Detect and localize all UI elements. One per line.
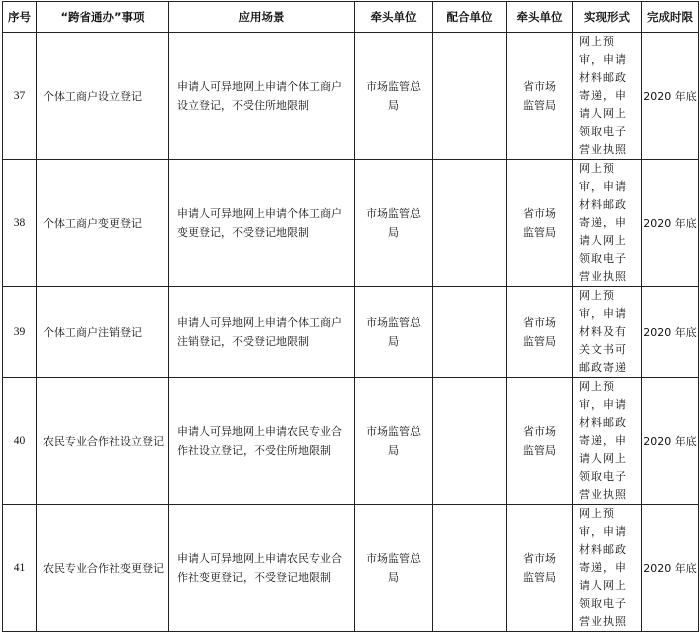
row-item: 个体工商户注销登记 (37, 287, 169, 378)
row-lead-unit-provincial: 省市场监管局 (507, 378, 573, 505)
table-row (3, 160, 699, 287)
row-item: 个体工商户设立登记 (37, 33, 169, 160)
matters-table (2, 1, 699, 632)
header-form: 实现形式 (573, 2, 642, 33)
row-index: 41 (3, 505, 37, 632)
header-coop-unit: 配合单位 (433, 2, 507, 33)
row-lead-unit: 市场监管总局 (355, 33, 433, 160)
table-row (3, 378, 699, 505)
row-form: 网上预审，申请材料邮政寄递，申请人网上领取电子营业执照 (573, 378, 642, 505)
row-form: 网上预审，申请材料及有关文书可邮政寄递 (573, 287, 642, 378)
row-lead-unit: 市场监管总局 (355, 287, 433, 378)
header-row (3, 2, 699, 33)
row-index: 39 (3, 287, 37, 378)
header-deadline: 完成时限 (642, 2, 699, 33)
row-deadline: 2020 年底 (642, 160, 699, 287)
header-index: 序号 (3, 2, 37, 33)
row-coop-unit (433, 33, 507, 160)
row-lead-unit: 市场监管总局 (355, 160, 433, 287)
row-form: 网上预审，申请材料邮政寄递，申请人网上领取电子营业执照 (573, 160, 642, 287)
table-row (3, 287, 699, 378)
row-coop-unit (433, 287, 507, 378)
row-lead-unit-provincial: 省市场监管局 (507, 505, 573, 632)
header-lead-unit-provincial: 牵头单位 (507, 2, 573, 33)
row-scenario: 申请人可异地网上申请个体工商户注销登记，不受登记地限制 (169, 287, 355, 378)
row-form: 网上预审，申请材料邮政寄递，申请人网上领取电子营业执照 (573, 505, 642, 632)
row-item: 个体工商户变更登记 (37, 160, 169, 287)
row-item: 农民专业合作社设立登记 (37, 378, 169, 505)
row-index: 40 (3, 378, 37, 505)
row-index: 38 (3, 160, 37, 287)
row-coop-unit (433, 160, 507, 287)
row-lead-unit: 市场监管总局 (355, 505, 433, 632)
row-deadline: 2020 年底 (642, 505, 699, 632)
row-item: 农民专业合作社变更登记 (37, 505, 169, 632)
row-scenario: 申请人可异地网上申请个体工商户变更登记，不受登记地限制 (169, 160, 355, 287)
row-lead-unit: 市场监管总局 (355, 378, 433, 505)
header-item: “跨省通办”事项 (37, 2, 169, 33)
row-lead-unit-provincial: 省市场监管局 (507, 160, 573, 287)
row-scenario: 申请人可异地网上申请农民专业合作社变更登记，不受登记地限制 (169, 505, 355, 632)
header-lead-unit: 牵头单位 (355, 2, 433, 33)
row-coop-unit (433, 505, 507, 632)
row-deadline: 2020 年底 (642, 378, 699, 505)
row-form: 网上预审，申请材料邮政寄递，申请人网上领取电子营业执照 (573, 33, 642, 160)
row-scenario: 申请人可异地网上申请农民专业合作社设立登记，不受住所地限制 (169, 378, 355, 505)
table-row (3, 505, 699, 632)
row-lead-unit-provincial: 省市场监管局 (507, 33, 573, 160)
row-lead-unit-provincial: 省市场监管局 (507, 287, 573, 378)
row-deadline: 2020 年底 (642, 287, 699, 378)
row-index: 37 (3, 33, 37, 160)
header-scenario: 应用场景 (169, 2, 355, 33)
row-deadline: 2020 年底 (642, 33, 699, 160)
row-coop-unit (433, 378, 507, 505)
table-row (3, 33, 699, 160)
row-scenario: 申请人可异地网上申请个体工商户设立登记，不受住所地限制 (169, 33, 355, 160)
